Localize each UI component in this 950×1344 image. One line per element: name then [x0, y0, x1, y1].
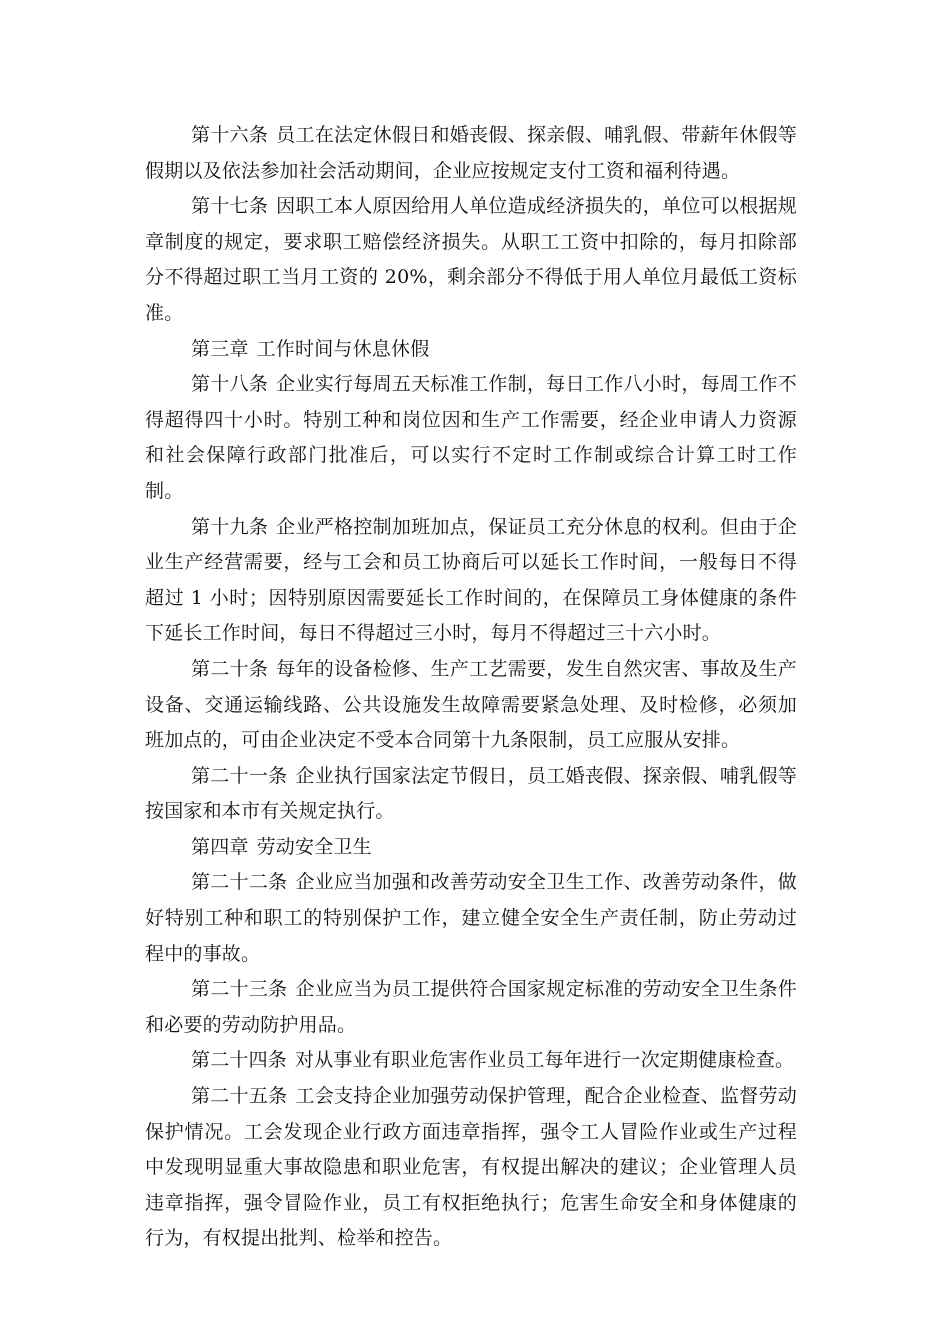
chapter-number: 第三章 [191, 337, 249, 360]
article-number: 第十七条 [191, 195, 269, 218]
article-16 [145, 118, 797, 189]
article-text: 对从事业有职业危害作业员工每年进行一次定期健康检查。 [295, 1049, 795, 1072]
article-number: 第二十一条 [191, 764, 288, 787]
article-19 [145, 510, 797, 652]
article-22 [145, 865, 797, 972]
article-text: 企业应当为员工提供符合国家规定标准的劳动安全卫生条件和必要的劳动防护用品。 [145, 978, 797, 1036]
article-text: 员工在法定休假日和婚丧假、探亲假、哺乳假、带薪年休假等假期以及依法参加社会活动期间，企业应按规定支付工资和福利待遇。 [145, 124, 797, 182]
chapter-4-heading [145, 830, 797, 866]
article-24 [145, 1043, 797, 1079]
article-text: 因职工本人原因给用人单位造成经济损失的，单位可以根据规章制度的规定，要求职工赔偿经济损失。从职工工资中扣除的，每月扣除部分不得超过职工当月工资的 20%，剩余部分不得低于用人单位月最低工资标准。 [145, 195, 797, 324]
article-number: 第二十四条 [191, 1049, 288, 1072]
chapter-title: 劳动安全卫生 [256, 835, 372, 858]
article-17 [145, 189, 797, 331]
article-number: 第二十条 [191, 657, 269, 680]
article-20 [145, 652, 797, 759]
article-21 [145, 759, 797, 830]
article-text: 工会支持企业加强劳动保护管理，配合企业检查、监督劳动保护情况。工会发现企业行政方面违章指挥，强令工人冒险作业或生产过程中发现明显重大事故隐患和职业危害，有权提出解决的建议；企业管理人员违章指挥，强令冒险作业，员工有权拒绝执行；危害生命安全和身体健康的行为，有权提出批判、检举和控告。 [145, 1085, 797, 1250]
article-number: 第十九条 [191, 515, 269, 538]
article-25 [145, 1079, 797, 1257]
article-text: 企业严格控制加班加点，保证员工充分休息的权利。但由于企业生产经营需要，经与工会和员工协商后可以延长工作时间，一般每日不得超过 1 小时；因特别原因需要延长工作时间的，在保障员工身体健康的条件下延长工作时间，每日不得超过三小时，每月不得超过三十六小时。 [145, 515, 797, 645]
chapter-number: 第四章 [191, 835, 249, 858]
article-text: 企业执行国家法定节假日，员工婚丧假、探亲假、哺乳假等按国家和本市有关规定执行。 [145, 764, 797, 823]
chapter-3-heading [145, 332, 797, 368]
article-number: 第二十五条 [191, 1085, 288, 1108]
article-text: 每年的设备检修、生产工艺需要，发生自然灾害、事故及生产设备、交通运输线路、公共设施发生故障需要紧急处理、及时检修，必须加班加点的，可由企业决定不受本合同第十九条限制，员工应服从安排。 [145, 657, 797, 752]
article-number: 第二十三条 [191, 978, 288, 1001]
article-text: 企业实行每周五天标准工作制，每日工作八小时，每周工作不得超得四十小时。特别工种和岗位因和生产工作需要，经企业申请人力资源和社会保障行政部门批准后，可以实行不定时工作制或综合计算工时工作制。 [145, 373, 797, 502]
article-number: 第十八条 [191, 373, 269, 396]
document-page [145, 118, 797, 1257]
article-text: 企业应当加强和改善劳动安全卫生工作、改善劳动条件，做好特别工种和职工的特别保护工作，建立健全安全生产责任制，防止劳动过程中的事故。 [145, 871, 797, 965]
article-number: 第二十二条 [191, 871, 288, 894]
article-number: 第十六条 [191, 124, 269, 146]
article-18 [145, 367, 797, 509]
article-23 [145, 972, 797, 1043]
chapter-title: 工作时间与休息休假 [256, 337, 430, 360]
